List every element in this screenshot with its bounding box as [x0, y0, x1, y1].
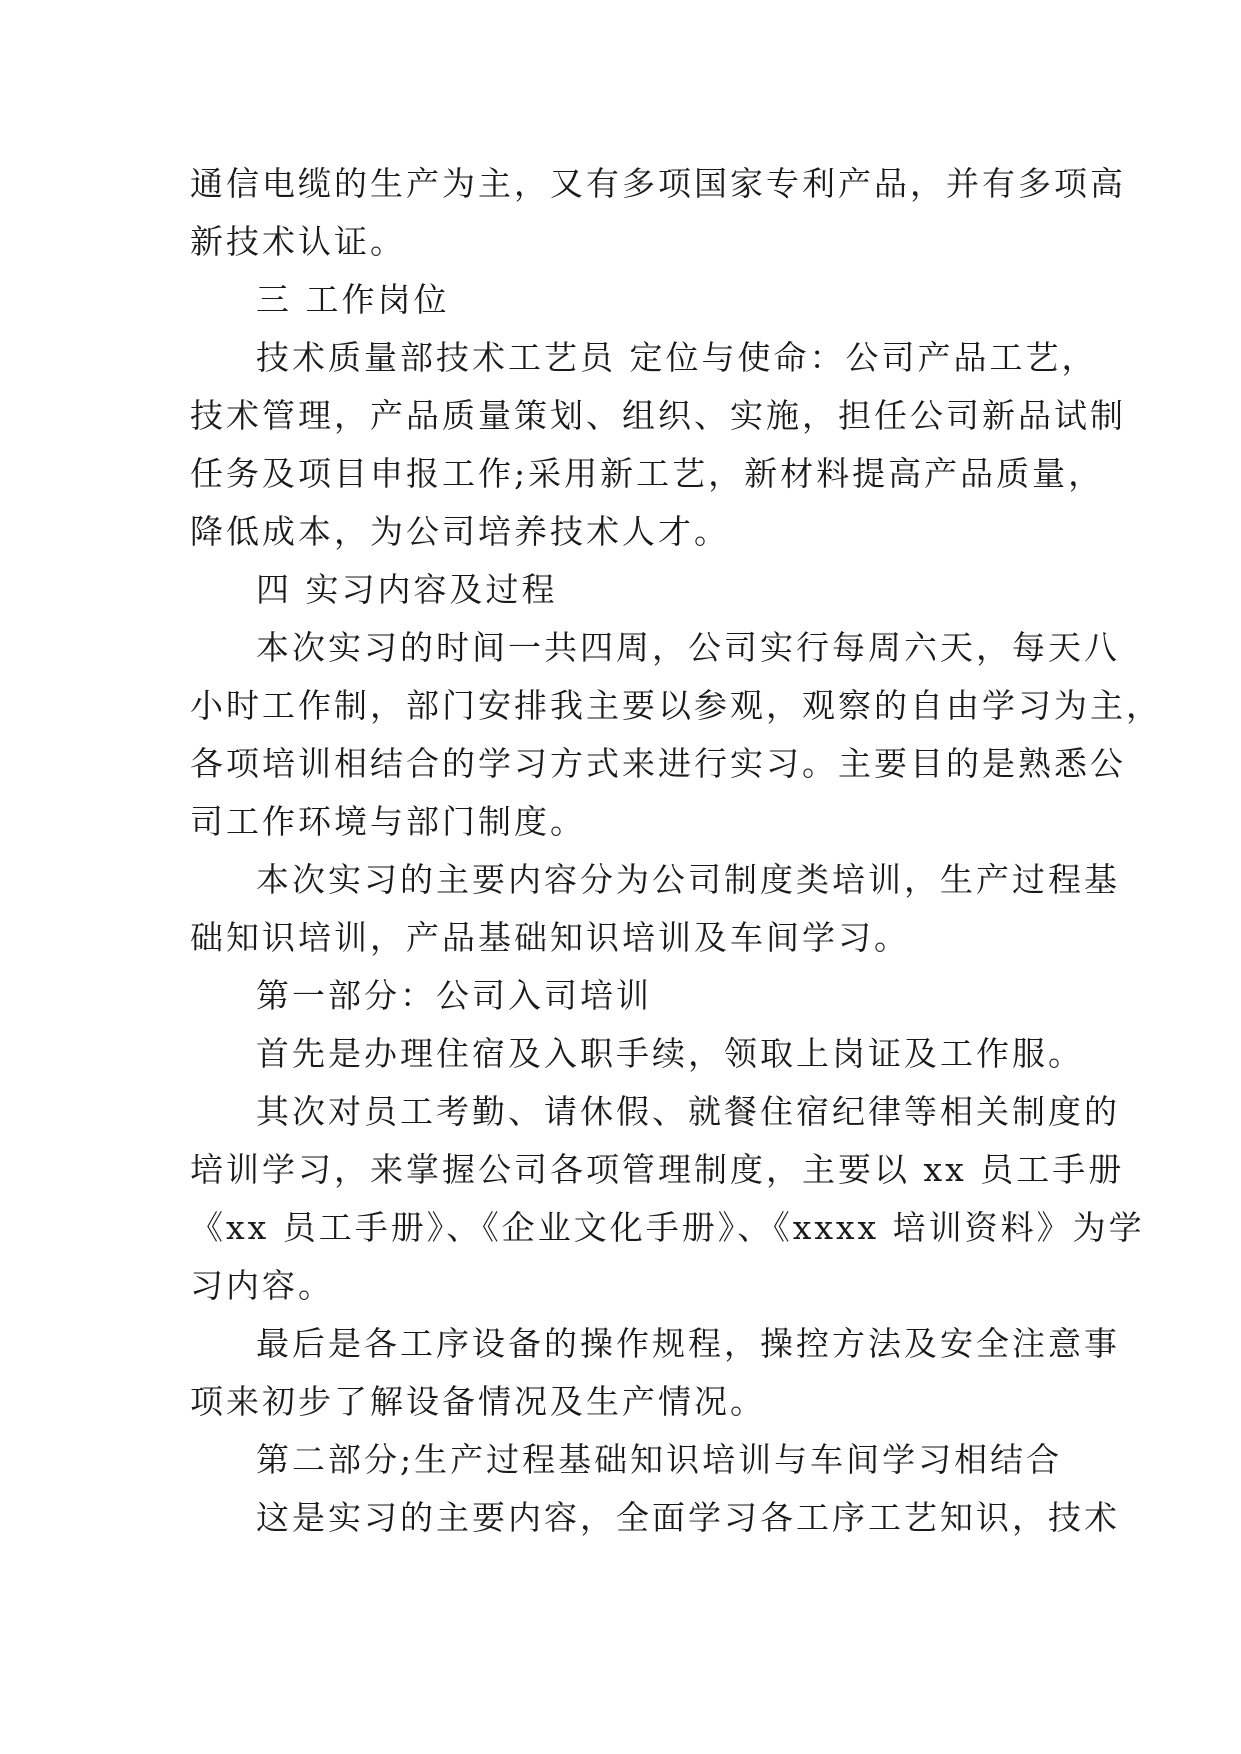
body-line: 本次实习的时间一共四周，公司实行每周六天，每天八 — [256, 628, 1120, 667]
body-line: 技术质量部技术工艺员 定位与使命：公司产品工艺， — [256, 338, 1098, 377]
body-line: 各项培训相结合的学习方式来进行实习。主要目的是熟悉公 — [190, 744, 1126, 783]
body-line: 技术管理，产品质量策划、组织、实施，担任公司新品试制 — [190, 396, 1126, 435]
section-heading: 四 实习内容及过程 — [256, 570, 558, 609]
body-line: 这是实习的主要内容，全面学习各工序工艺知识，技术 — [256, 1498, 1120, 1537]
body-line: 小时工作制，部门安排我主要以参观，观察的自由学习为主， — [190, 686, 1162, 725]
body-line: 任务及项目申报工作;采用新工艺，新材料提高产品质量， — [190, 454, 1105, 493]
body-line: 降低成本，为公司培养技术人才。 — [190, 512, 730, 551]
body-line: 培训学习，来掌握公司各项管理制度，主要以 xx 员工手册 — [190, 1150, 1125, 1189]
body-line: 最后是各工序设备的操作规程，操控方法及安全注意事 — [256, 1324, 1120, 1363]
body-line: 《xx 员工手册》、《企业文化手册》、《xxxx 培训资料》为学 — [190, 1208, 1145, 1247]
section-heading: 第二部分;生产过程基础知识培训与车间学习相结合 — [256, 1440, 1063, 1479]
body-line: 其次对员工考勤、请休假、就餐住宿纪律等相关制度的 — [256, 1092, 1120, 1131]
body-line: 司工作环境与部门制度。 — [190, 802, 586, 841]
body-line: 础知识培训，产品基础知识培训及车间学习。 — [190, 918, 910, 957]
section-heading: 三 工作岗位 — [256, 280, 450, 319]
body-line: 首先是办理住宿及入职手续，领取上岗证及工作服。 — [256, 1034, 1084, 1073]
section-heading: 第一部分：公司入司培训 — [256, 976, 652, 1015]
body-line: 习内容。 — [190, 1266, 334, 1305]
body-line: 项来初步了解设备情况及生产情况。 — [190, 1382, 766, 1421]
body-line: 本次实习的主要内容分为公司制度类培训，生产过程基 — [256, 860, 1120, 899]
body-line: 通信电缆的生产为主，又有多项国家专利产品，并有多项高 — [190, 164, 1126, 203]
body-line: 新技术认证。 — [190, 222, 406, 261]
document-body — [190, 155, 1162, 1547]
